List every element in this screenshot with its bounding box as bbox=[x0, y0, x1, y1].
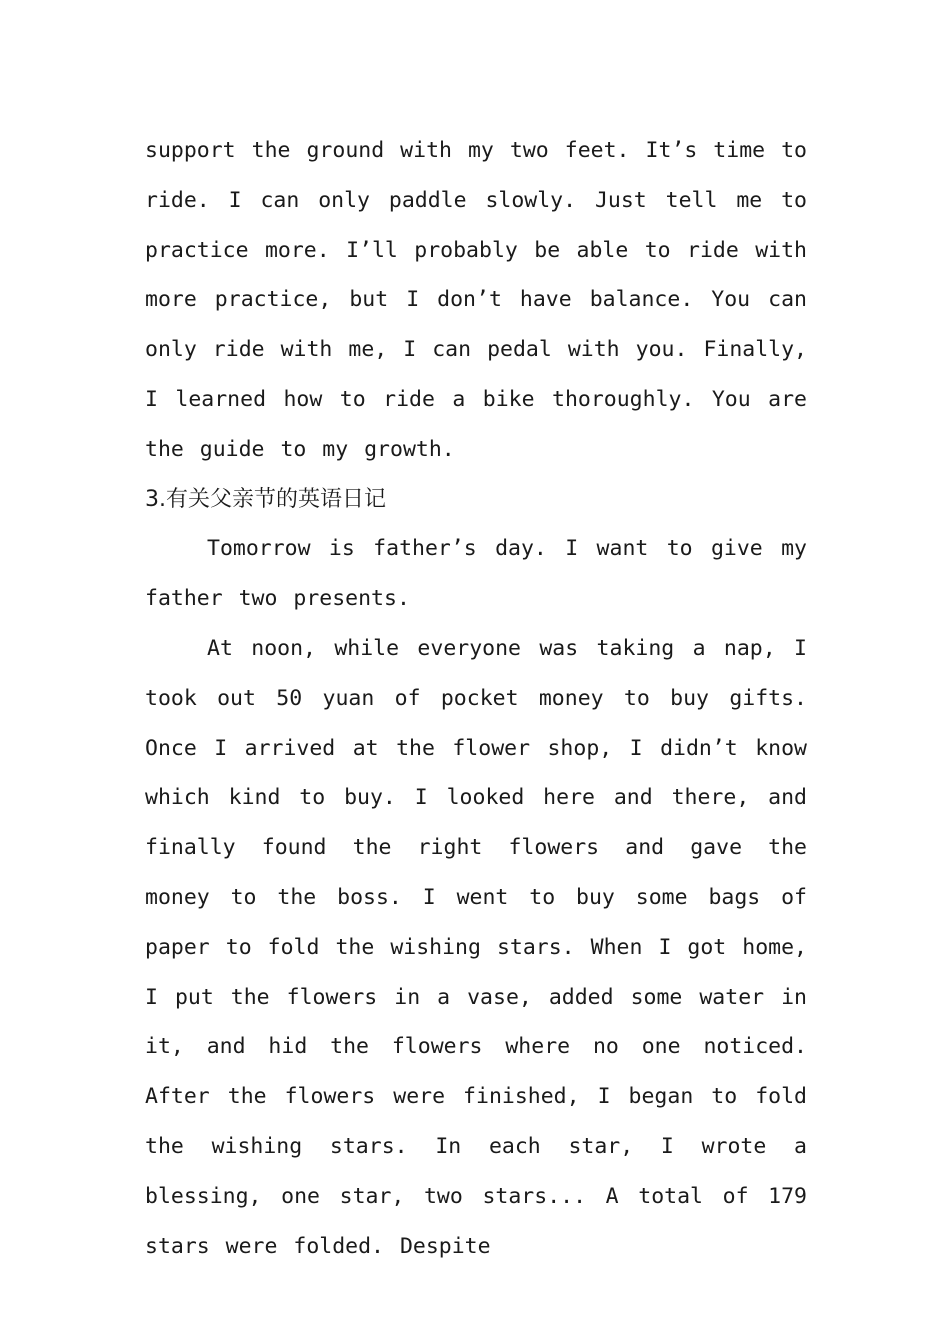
paragraph-bike-riding: support the ground with my two feet. It’s time to ride. I can only paddle slowly. Just tell me to practice more. I’ll probably be able to ride with more practice, but I don’t have balance. You can only ride with me, I can pedal with you. Finally, I learned how to ride a bike thoroughly. You are the guide to my growth. bbox=[145, 138, 807, 462]
paragraph-buying-gifts: At noon, while everyone was taking a nap, I took out 50 yuan of pocket money to buy gifts. Once I arrived at the flower shop, I didn’t know which kind to buy. I looked here and there, and finally found the right flowers and gave the money to the boss. I went to buy some bags of paper to fold the wishing stars. When I got home, I put the flowers in a vase, added some water in it, and hid the flowers where no one noticed. After the flowers were finished, I began to fold the wishing stars. In each star, I wrote a blessing, one star, two stars... A total of 179 stars were folded. Despite bbox=[145, 635, 807, 1259]
paragraph-fathers-day-intro: Tomorrow is father’s day. I want to give my father two presents. bbox=[145, 536, 807, 612]
document-body bbox=[145, 126, 807, 1271]
section-heading: 3.有关父亲节的英语日记 bbox=[145, 486, 386, 512]
